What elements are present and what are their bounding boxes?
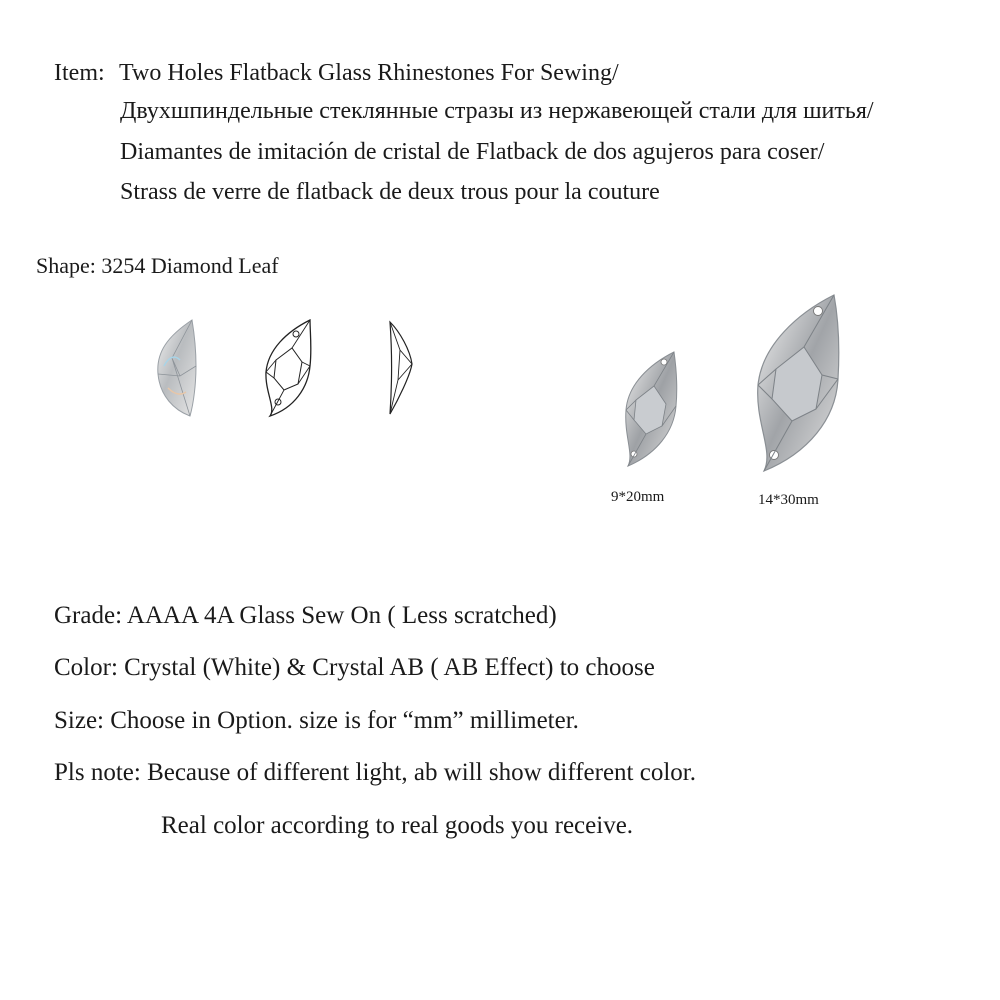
- stone-photo-image: [150, 318, 200, 418]
- item-title-es: Diamantes de imitación de cristal de Flatback de dos agujeros para coser/: [120, 139, 825, 165]
- stone-top-drawing-image: [262, 318, 314, 418]
- color-text: Color: Crystal (White) & Crystal AB ( AB Effect) to choose: [54, 654, 655, 681]
- note-text: Pls note: Because of different light, ab will show different color.: [54, 759, 696, 786]
- size-label-small: 9*20mm: [611, 489, 665, 505]
- stone-side-drawing-image: [386, 320, 416, 416]
- size-text: Size: Choose in Option. size is for “mm” millimeter.: [54, 707, 579, 734]
- grade-text: Grade: AAAA 4A Glass Sew On ( Less scratched): [54, 602, 557, 629]
- item-title-en: Two Holes Flatback Glass Rhinestones For Sewing/: [119, 60, 619, 86]
- note-continuation-text: Real color according to real goods you receive.: [161, 812, 634, 839]
- shape-label: Shape: 3254 Diamond Leaf: [36, 253, 279, 278]
- stone-14x30-image: [752, 293, 842, 473]
- stone-9x20-image: [620, 350, 680, 468]
- item-label: Item:: [54, 60, 105, 86]
- item-title-ru: Двухшпиндельные стеклянные стразы из нержавеющей стали для шитья/: [120, 98, 874, 124]
- size-label-large: 14*30mm: [758, 492, 819, 508]
- item-title-fr: Strass de verre de flatback de deux trous pour la couture: [120, 179, 660, 205]
